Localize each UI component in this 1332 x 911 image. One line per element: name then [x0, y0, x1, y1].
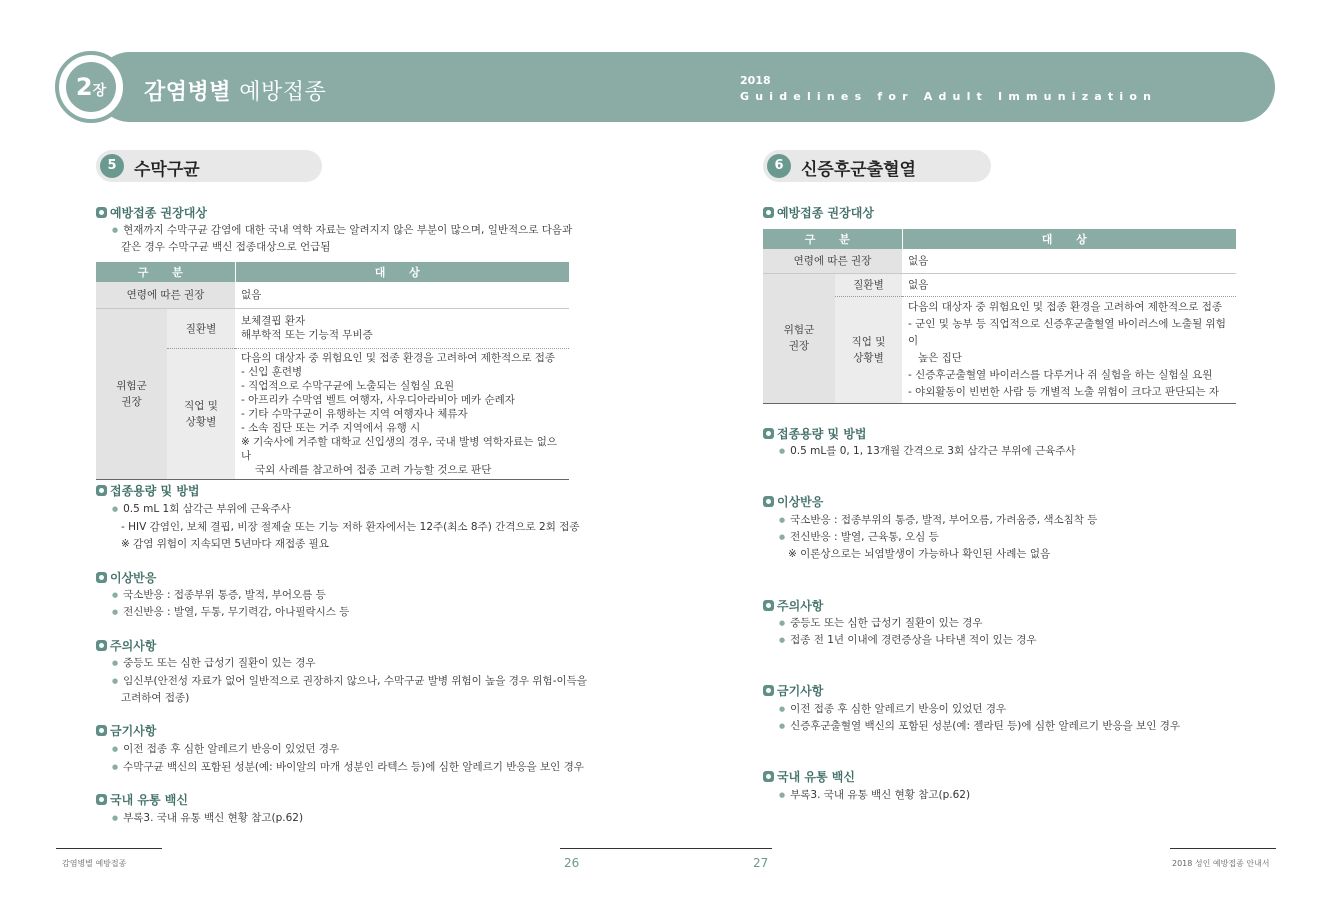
job-label: 직업 및 상황별 — [167, 348, 235, 479]
vaccine-heading: 국내 유통 백신 — [763, 768, 855, 785]
adverse-line2: ● 전신반응 : 발열, 근육통, 오심 등 — [779, 529, 939, 544]
caution-line3: 고려하여 접종) — [121, 692, 190, 704]
age-value: 없음 — [235, 282, 569, 308]
caution-line1: ● 중등도 또는 심한 급성기 질환이 있는 경우 — [112, 655, 316, 670]
footer-rule-right — [1170, 848, 1276, 849]
disease-label: 질환별 — [835, 273, 902, 296]
adverse-line1: ● 국소반응 : 접종부위의 통증, 발적, 부어오름, 가려움증, 색소침착 등 — [779, 512, 1097, 527]
age-label: 연령에 따른 권장 — [96, 282, 235, 308]
table-header-target: 대 상 — [235, 262, 569, 282]
chapter-number: 2 — [75, 73, 93, 101]
dose-heading: 접종용량 및 방법 — [96, 482, 200, 499]
risk-label: 위험군 권장 — [763, 273, 835, 403]
section-bullet-icon — [96, 640, 107, 651]
section-header-meningococcal — [96, 150, 322, 182]
page-number-right: 27 — [753, 856, 769, 870]
chapter-title-bold: 감염병별 — [144, 80, 232, 105]
target-heading: 예방접종 권장대상 — [763, 204, 874, 221]
age-value: 없음 — [902, 249, 1236, 273]
section-title: 수막구균 — [134, 160, 200, 180]
disease-value: 없음 — [902, 273, 1236, 296]
section-title: 신증후군출혈열 — [801, 160, 916, 180]
footer-rule-center — [560, 848, 772, 849]
vaccine-line1: ● 부록3. 국내 유통 백신 현황 참고(p.62) — [112, 810, 303, 825]
section-header-hfrs — [763, 150, 991, 182]
target-intro-line1: ● 현재까지 수막구균 감염에 대한 국내 역학 자료는 알려지지 않은 부분이 많으며, 일반적으로 다음과 — [112, 222, 572, 237]
risk-label: 위험군 권장 — [96, 308, 167, 479]
chapter-suffix: 장 — [92, 83, 107, 99]
table-header-category: 구 분 — [96, 262, 235, 282]
vaccine-heading: 국내 유통 백신 — [96, 791, 188, 808]
caution-line1: ● 중등도 또는 심한 급성기 질환이 있는 경우 — [779, 615, 983, 630]
contra-heading: 금기사항 — [763, 682, 823, 699]
footer-left-text: 감염병별 예방접종 — [62, 859, 127, 868]
target-heading: 예방접종 권장대상 — [96, 204, 207, 221]
dose-line2: - HIV 감염인, 보체 결핍, 비장 절제술 또는 기능 저하 환자에서는 12주(최소 8주) 간격으로 2회 접종 — [121, 521, 580, 533]
section-number: 6 — [767, 154, 791, 178]
target-table-right — [763, 229, 1236, 404]
section-number: 5 — [100, 154, 124, 178]
chapter-title — [144, 75, 326, 106]
job-label: 직업 및 상황별 — [835, 296, 902, 403]
caution-line2: ● 접종 전 1년 이내에 경련증상을 나타낸 적이 있는 경우 — [779, 632, 1037, 647]
section-bullet-icon — [763, 496, 774, 507]
page-number-left: 26 — [564, 856, 580, 870]
adverse-line2: ● 전신반응 : 발열, 두통, 무기력감, 아나필락시스 등 — [112, 604, 349, 619]
section-bullet-icon — [763, 600, 774, 611]
adverse-line3: ※ 이론상으로는 뇌염발생이 가능하나 확인된 사례는 없음 — [788, 548, 1051, 560]
caution-heading: 주의사항 — [96, 637, 156, 654]
caution-line2: ● 임신부(안전성 자료가 없어 일반적으로 권장하지 않으나, 수막구균 발병 위험이 높을 경우 위험-이득을 — [112, 673, 587, 688]
caution-heading: 주의사항 — [763, 597, 823, 614]
section-bullet-icon — [96, 794, 107, 805]
contra-line2: ● 수막구균 백신의 포함된 성분(예: 바이알의 마개 성분인 라텍스 등)에 심한 알레르기 반응을 보인 경우 — [112, 759, 584, 774]
dose-line1: ● 0.5 mL 1회 삼각근 부위에 근육주사 — [112, 501, 291, 516]
dose-heading: 접종용량 및 방법 — [763, 425, 867, 442]
section-bullet-icon — [763, 685, 774, 696]
table-header-target: 대 상 — [902, 229, 1236, 249]
job-values: 다음의 대상자 중 위험요인 및 접종 환경을 고려하여 제한적으로 접종 - 신입 훈련병 - 직업적으로 수막구균에 노출되는 실험실 요원 - 아프리카 수막염 벨트 여행자, 사우디아라비아 메카 순례자 - 기타 수막구균이 유행하는 지역 여행자나 체류자 - 소속 집단 또는 거주 지역에서 유행 시 ※ 기숙사에 거주할 대학교 신입생의 경우, 국내 발병 역학자료는 없으나 국외 사례를 참고하여 접종 고려 가능할 것으로 판단 — [235, 348, 569, 479]
target-intro-line2: 같은 경우 수막구균 백신 접종대상으로 언급됨 — [121, 241, 331, 253]
adverse-heading: 이상반응 — [763, 493, 823, 510]
contra-heading: 금기사항 — [96, 722, 156, 739]
chapter-badge — [55, 51, 127, 123]
section-bullet-icon — [763, 771, 774, 782]
section-bullet-icon — [96, 572, 107, 583]
section-bullet-icon — [96, 485, 107, 496]
chapter-title-light: 예방접종 — [239, 80, 327, 105]
section-bullet-icon — [763, 207, 774, 218]
contra-line1: ● 이전 접종 후 심한 알레르기 반응이 있었던 경우 — [112, 741, 339, 756]
contra-line2: ● 신증후군출혈열 백신의 포함된 성분(예: 젤라틴 등)에 심한 알레르기 반응을 보인 경우 — [779, 718, 1180, 733]
dose-line3: ※ 감염 위험이 지속되면 5년마다 재접종 필요 — [121, 538, 329, 550]
dose-line1: ● 0.5 mL를 0, 1, 13개월 간격으로 3회 삼각근 부위에 근육주사 — [779, 443, 1076, 458]
section-bullet-icon — [763, 428, 774, 439]
adverse-line1: ● 국소반응 : 접종부위 통증, 발적, 부어오름 등 — [112, 587, 326, 602]
footer-right-text: 2018 성인 예방접종 안내서 — [1172, 859, 1270, 868]
disease-values: 보체결핍 환자 해부학적 또는 기능적 무비증 — [235, 308, 569, 348]
table-header-category: 구 분 — [763, 229, 902, 249]
guideline-year: 2018 — [740, 74, 771, 87]
age-label: 연령에 따른 권장 — [763, 249, 902, 273]
vaccine-line1: ● 부록3. 국내 유통 백신 현황 참고(p.62) — [779, 787, 970, 802]
section-bullet-icon — [96, 725, 107, 736]
job-values: 다음의 대상자 중 위험요인 및 접종 환경을 고려하여 제한적으로 접종 - 군인 및 농부 등 직업적으로 신증후군출혈열 바이러스에 노출될 위험이 높은 집단 - 신증후군출혈열 바이러스를 다루거나 쥐 실험을 하는 실험실 요원 - 야외활동이 빈번한 사람 등 개별적 노출 위험이 크다고 판단되는 자 — [902, 296, 1236, 403]
guideline-title: Guidelines for Adult Immunization — [740, 90, 1158, 103]
target-table-left — [96, 262, 569, 480]
adverse-heading: 이상반응 — [96, 569, 156, 586]
contra-line1: ● 이전 접종 후 심한 알레르기 반응이 있었던 경우 — [779, 701, 1006, 716]
footer-rule-left — [56, 848, 162, 849]
section-bullet-icon — [96, 207, 107, 218]
disease-label: 질환별 — [167, 308, 235, 348]
